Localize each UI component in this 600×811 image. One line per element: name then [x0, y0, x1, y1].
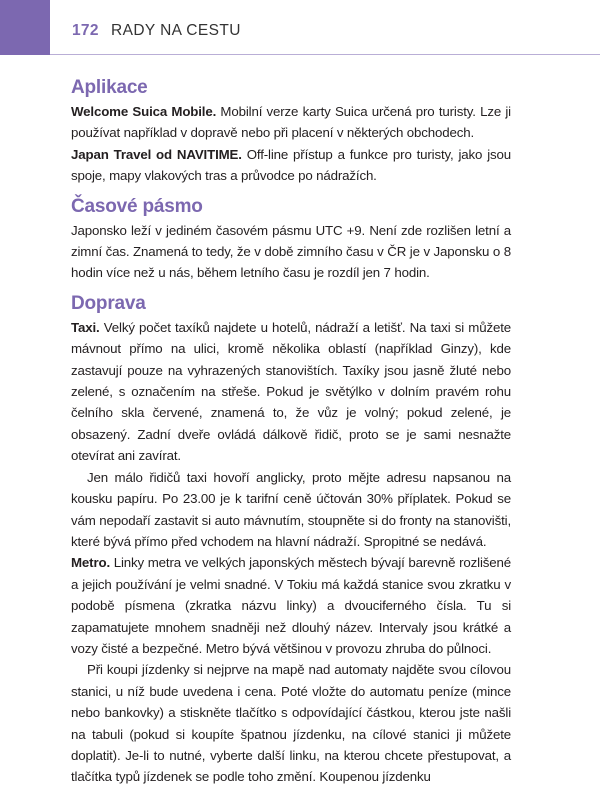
- paragraph-ticket: Při koupi jízdenky si nejprve na mapě nad automaty najděte svou cílovou stanici, u níž bude uvedena i cena. Poté vložte do automatu peníze (mince nebo bankovky) a stiskněte tlačítko s odpovídající částkou, kterou jste našli na tabuli (pokud si koupíte špatnou jízdenku, na cílové stanici ji můžete doplatit). Je-li to nutné, vyberte další linku, na kterou chcete přestupovat, a tlačítka typů jízdenek se podle toho změní. Koupenou jízdenku: [71, 662, 511, 785]
- heading-aplikace: Aplikace: [71, 77, 148, 98]
- lead-suica: Welcome Suica Mobile.: [71, 104, 217, 119]
- heading-casove-pasmo: Časové pásmo: [71, 195, 203, 217]
- page-number: 172: [72, 22, 99, 39]
- paragraph-metro: [71, 552, 511, 659]
- lead-metro: Metro.: [71, 555, 110, 571]
- lead-navitime: Japan Travel od NAVITIME.: [71, 146, 242, 162]
- text-navitime: Off-line přístup a funkce pro turisty, jako jsou spoje, mapy vlakových tras a průvodce po nádražích.: [71, 146, 511, 184]
- text-taxi: Velký počet taxíků najdete u hotelů, nádraží a letišť. Na taxi si můžete mávnout přímo na ulici, kromě několika oblastí (například Ginzy), kde zastavují pouze na vyhrazených stanovištích. Taxíky jsou jasně žluté nebo zelené, s označením na střeše. Pokud je světýlko v dolním pravém rohu čelního skla červené, znamená to, že vůz je volný; pokud zelené, je obsazený. Zadní dveře ovládá dálkově řidič, proto se je sami nesnažte otevírat ani zavírat.: [71, 319, 511, 464]
- text-suica: Mobilní verze karty Suica určená pro turisty. Lze ji používat například v dopravě nebo při placení v některých obchodech.: [71, 104, 511, 141]
- paragraph-taxi-2: Jen málo řidičů taxi hovoří anglicky, proto mějte adresu napsanou na kousku papíru. Po 23.00 je k tarifní ceně účtován 30% příplatek. Pokud se vám nepodaří zastavit si auto mávnutím, stoupněte si do fronty na stanovišti, které bývá přímo před vchodem na hlavní nádraží. Spropitné se nedává.: [71, 469, 511, 549]
- paragraph-taxi: [71, 317, 511, 467]
- section-aplikace: [71, 75, 511, 187]
- page-color-tab: [0, 0, 50, 55]
- heading-doprava: Doprava: [71, 292, 146, 314]
- lead-taxi: Taxi.: [71, 319, 100, 335]
- paragraph-suica: [71, 101, 511, 144]
- section-doprava: [71, 291, 511, 788]
- paragraph-timezone: Japonsko leží v jediném časovém pásmu UTC +9. Není zde rozlišen letní a zimní čas. Znamená to tedy, že v době zimního času v ČR je v Japonsku o 8 hodin více než u nás, během letního času je rozdíl jen 7 hodin.: [71, 222, 511, 281]
- text-metro: Linky metra ve velkých japonských městech bývají barevně rozlišené a jejich používání je velmi snadné. V Tokiu má každá stanice svou zkratku v podobě písmena (zkratka názvu linky) a dvouciferného čísla. Tu si zapamatujete mnohem snadněji než dlouhý název. Intervaly jsou krátké a vozy čisté a bezpečné. Metro bývá většinou v provozu zhruba do půlnoci.: [71, 555, 511, 656]
- header-rule: [50, 54, 600, 55]
- page-body: [71, 75, 511, 795]
- paragraph-navitime: [71, 144, 511, 187]
- section-casove-pasmo: [71, 194, 511, 284]
- running-title: RADY NA CESTU: [111, 22, 241, 39]
